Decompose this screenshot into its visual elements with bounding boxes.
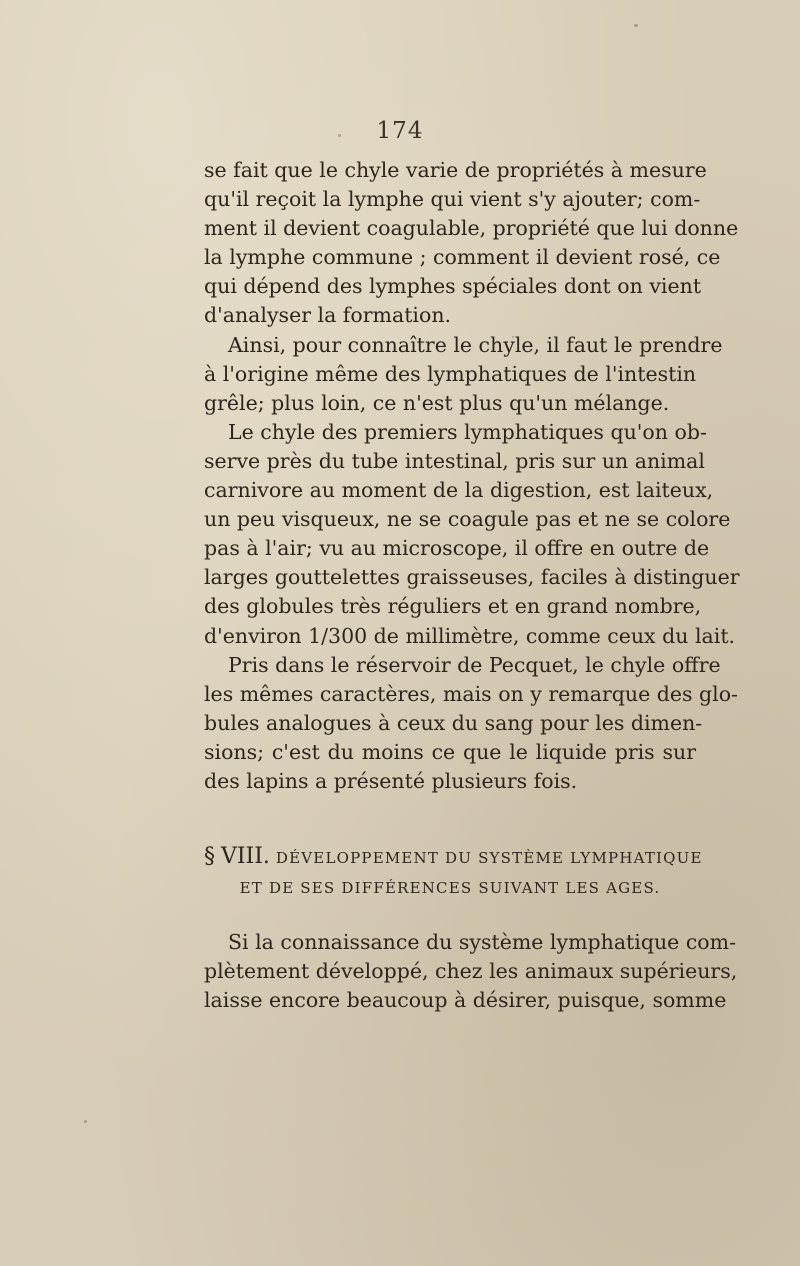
body-text-continued	[204, 928, 738, 1015]
text-line: bules analogues à ceux du sang pour les dimen-	[204, 710, 703, 735]
page-number: 174	[376, 118, 424, 144]
paper-speck	[634, 24, 638, 27]
text-line: pas à l'air; vu au microscope, il offre en outre de	[204, 536, 710, 561]
section-symbol: §	[204, 844, 215, 869]
text-line: se fait que le chyle varie de propriétés à mesure	[204, 158, 707, 182]
text-line: Si la connaissance du système lymphatique com-	[228, 930, 737, 954]
text-line: les mêmes caractères, mais on y remarque des glo-	[204, 681, 738, 706]
paper-speck	[512, 336, 514, 338]
text-line: Pris dans le réservoir de Pecquet, le chyle offre	[228, 652, 721, 677]
text-line: sions; c'est du moins ce que le liquide pris sur	[204, 739, 696, 764]
text-line: qu'il reçoit la lymphe qui vient s'y ajouter; com-	[204, 187, 701, 212]
section-heading-line-1	[204, 842, 703, 873]
text-line: grêle; plus loin, ce n'est plus qu'un mélange.	[204, 390, 670, 415]
text-line: qui dépend des lymphes spéciales dont on vient	[204, 274, 702, 299]
text-line: carnivore au moment de la digestion, est laiteux,	[204, 478, 714, 503]
text-line: d'environ 1/300 de millimètre, comme ceux du lait.	[204, 623, 736, 648]
text-line: Ainsi, pour connaître le chyle, il faut le prendre	[228, 332, 723, 357]
text-line: serve près du tube intestinal, pris sur un animal	[204, 448, 705, 473]
section-heading-line-2: ET DE SES DIFFÉRENCES SUIVANT LES AGES.	[239, 879, 661, 897]
body-text	[204, 156, 740, 796]
text-line: la lymphe commune ; comment il devient rosé, ce	[204, 245, 721, 270]
paper-speck	[84, 1120, 87, 1123]
text-line: des lapins a présenté plusieurs fois.	[204, 768, 578, 793]
text-line: plètement développé, chez les animaux supérieurs,	[204, 959, 738, 984]
text-line: un peu visqueux, ne se coagule pas et ne se colore	[204, 507, 731, 532]
text-line: des globules très réguliers et en grand nombre,	[204, 594, 702, 619]
text-line: ment il devient coagulable, propriété que lui donne	[204, 216, 739, 241]
text-line: laisse encore beaucoup à désirer, puisque, somme	[204, 988, 727, 1013]
text-line: Le chyle des premiers lymphatiques qu'on ob-	[228, 419, 707, 444]
section-number: VIII.	[220, 844, 270, 869]
paper-speck	[338, 134, 341, 137]
text-line: d'analyser la formation.	[204, 303, 452, 328]
section-heading	[204, 842, 703, 903]
text-line: larges gouttelettes graisseuses, faciles à distinguer	[204, 565, 740, 590]
section-title: DÉVELOPPEMENT DU SYSTÈME LYMPHATIQUE	[275, 849, 703, 867]
text-line: à l'origine même des lymphatiques de l'intestin	[204, 361, 697, 386]
